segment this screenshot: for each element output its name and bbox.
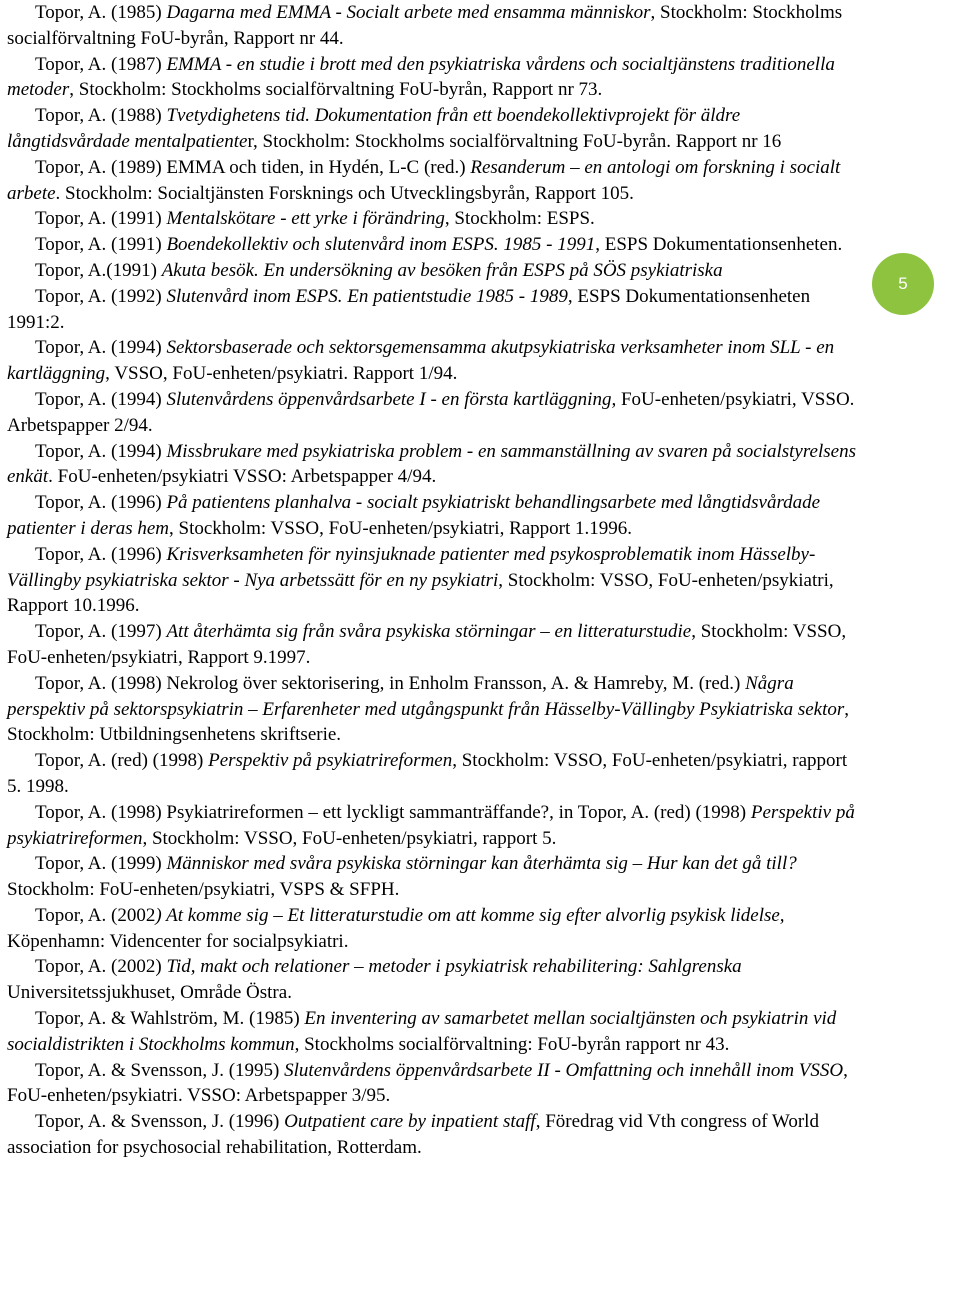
reference-entry <box>7 52 865 104</box>
reference-title: Slutenvårdens öppenvårdsarbete II - Omfattning och innehåll inom VSSO <box>284 1059 844 1081</box>
reference-entry <box>7 1006 865 1058</box>
reference-entry <box>7 1058 865 1110</box>
reference-text: , Stockholm: VSSO, FoU-enheten/psykiatri, Rapport 1.1996. <box>169 517 633 539</box>
reference-title: Boendekollektiv och slutenvård inom ESPS. 1985 - 1991 <box>166 234 596 256</box>
reference-entry <box>7 335 865 387</box>
reference-title: Några perspektiv på sektorspsykiatrin – Erfarenheter med utgångspunkt från Hässelby-Vällingby Psykiatriska sektor <box>7 672 845 720</box>
reference-text: Topor, A. & Svensson, J. (1995) <box>35 1059 285 1081</box>
reference-title: Sektorsbaserade och sektorsgemensamma akutpsykiatriska verksamheter inom SLL - en kartläggning <box>7 337 835 385</box>
reference-text: , FoU-enheten/psykiatri. VSSO: Arbetspapper 3/95. <box>7 1059 848 1107</box>
reference-entry <box>7 284 865 336</box>
reference-text: , Stockholm: ESPS. <box>444 208 595 230</box>
reference-text: Topor, A. (1991) <box>35 234 167 256</box>
reference-title: Krisverksamheten för nyinsjuknade patienter med psykosproblematik inom Hässelby-Vällingby psykiatriska sektor - Nya arbetssätt för en ny psykiatri <box>7 543 816 591</box>
reference-title: Människor med svåra psykiska störningar kan återhämta sig – Hur kan det gå till? <box>166 853 797 875</box>
reference-text: , Stockholm: VSSO, FoU-enheten/psykiatri, Rapport 10.1996. <box>7 569 834 617</box>
reference-text: Topor, A. (1988) <box>35 105 167 127</box>
reference-text: Stockholm: FoU-enheten/psykiatri, VSPS & SFPH. <box>7 879 400 901</box>
reference-text: Topor, A. (red) (1998) <box>35 750 209 772</box>
reference-entry <box>7 1109 865 1161</box>
reference-text: Topor, A.(1991) <box>35 259 162 281</box>
reference-text: . FoU-enheten/psykiatri VSSO: Arbetspapper 4/94. <box>48 466 437 488</box>
reference-title: Mentalskötare - ett yrke i förändring <box>166 208 445 230</box>
reference-entry <box>7 258 865 284</box>
reference-entry <box>7 103 865 155</box>
reference-entry <box>7 748 865 800</box>
reference-text: , Stockholm: Utbildningsenhetens skriftserie. <box>7 698 850 746</box>
reference-text: , Stockholm: VSSO, FoU-enheten/psykiatri, Rapport 9.1997. <box>7 621 847 668</box>
reference-title: Tvetydighetens tid. Dokumentation från ett boendekollektivprojekt för äldre långtidsvårdade mentalpatiente <box>7 105 741 152</box>
reference-text: , Stockholm: Stockholms socialförvaltning FoU-byrån, Rapport nr 44. <box>7 2 843 49</box>
reference-text: , Föredrag vid Vth congress of World association for psychosocial rehabilitation, Rotterdam. <box>7 1111 819 1159</box>
reference-entry <box>7 490 865 542</box>
reference-entry <box>7 155 865 207</box>
reference-title: Att återhämta sig från svåra psykiska störningar – en litteraturstudie <box>166 621 692 643</box>
reference-text: Topor, A. & Svensson, J. (1996) <box>35 1111 285 1133</box>
reference-text: Topor, A. (1985) <box>35 2 167 23</box>
reference-text: , ESPS Dokumentationsenheten 1991:2. <box>7 285 811 333</box>
reference-text: , Stockholm: VSSO, FoU-enheten/psykiatri, rapport 5. <box>142 827 557 849</box>
reference-text: Köpenhamn: Videncenter for socialpsykiatri. <box>7 930 349 952</box>
reference-text: Topor, A. (1992) <box>35 285 167 307</box>
reference-entry <box>7 0 865 52</box>
reference-text: r, Stockholm: Stockholms socialförvaltning FoU-byrån. Rapport nr 16 <box>247 130 782 152</box>
reference-text: , Stockholm: Stockholms socialförvaltning FoU-byrån, Rapport nr 73. <box>69 79 603 101</box>
reference-text: Topor, A. (2002 <box>35 904 156 926</box>
reference-title: Slutenvård inom ESPS. En patientstudie 1985 - 1989 <box>166 285 568 307</box>
reference-text: Topor, A. (1999) <box>35 853 167 875</box>
reference-text: FoU-enheten/psykiatri, VSSO. Arbetspapper 2/94. <box>7 388 855 436</box>
reference-text: Topor, A. (1994) <box>35 337 167 359</box>
reference-entry <box>7 903 865 955</box>
reference-entry <box>7 671 865 748</box>
reference-entry <box>7 439 865 491</box>
reference-text: Topor, A. & Wahlström, M. (1985) <box>35 1008 305 1030</box>
reference-entry <box>7 387 865 439</box>
reference-entry <box>7 800 865 852</box>
reference-text: Topor, A. (1996) <box>35 543 167 565</box>
reference-text: Universitetssjukhuset, Område Östra. <box>7 982 292 1004</box>
reference-title: Outpatient care by inpatient staff <box>284 1111 536 1133</box>
reference-title: Slutenvårdens öppenvårdsarbete I - en första kartläggning, <box>166 388 617 410</box>
reference-text: Topor, A. (1989) EMMA och tiden, in Hydén, L-C (red.) <box>35 156 471 178</box>
reference-title: Perspektiv på psykiatrireformen <box>7 801 855 849</box>
reference-text: Topor, A. (1998) Psykiatrireformen – ett lyckligt sammanträffande?, in Topor, A. (red) (1998) <box>35 801 751 823</box>
reference-text: , ESPS Dokumentationsenheten. <box>595 234 843 256</box>
reference-entry <box>7 954 865 1006</box>
reference-text: Topor, A. (1998) Nekrolog över sektorisering, in Enholm Fransson, A. & Hamreby, M. (red.) <box>35 672 746 694</box>
reference-text: Topor, A. (1996) <box>35 492 167 514</box>
reference-text: , Stockholms socialförvaltning: FoU-byrån rapport nr 43. <box>294 1033 730 1055</box>
reference-title: Missbrukare med psykiatriska problem - en sammanställning av svaren på socialstyrelsens enkät <box>7 440 856 488</box>
reference-text: . Stockholm: Socialtjänsten Forsknings och Utvecklingsbyrån, Rapport 105. <box>55 182 634 204</box>
page-number-badge: 5 <box>872 253 934 315</box>
reference-title: Akuta besök. En undersökning av besöken från ESPS på SÖS psykiatriska <box>161 259 723 281</box>
reference-title: Tid, makt och relationer – metoder i psykiatrisk rehabilitering: Sahlgrenska <box>166 956 742 978</box>
reference-title: Dagarna med EMMA - Socialt arbete med ensamma människor <box>166 2 651 23</box>
reference-text: Topor, A. (1997) <box>35 621 167 643</box>
reference-text: Topor, A. (1991) <box>35 208 167 230</box>
reference-title: Resanderum – en antologi om forskning i socialt arbete <box>7 156 841 204</box>
reference-entry <box>7 619 865 671</box>
reference-entry <box>7 542 865 619</box>
reference-title: ) At komme sig – Et litteraturstudie om att komme sig efter alvorlig psykisk lidelse, <box>155 904 785 926</box>
reference-list <box>7 0 865 1161</box>
reference-entry <box>7 206 865 232</box>
reference-text: , VSSO, FoU-enheten/psykiatri. Rapport 1/94. <box>105 363 458 385</box>
reference-entry <box>7 851 865 903</box>
reference-text: Topor, A. (2002) <box>35 956 167 978</box>
reference-entry <box>7 232 865 258</box>
reference-text: Topor, A. (1994) <box>35 388 167 410</box>
reference-title: Perspektiv på psykiatrireformen <box>208 750 453 772</box>
reference-text: Topor, A. (1994) <box>35 440 167 462</box>
reference-text: Topor, A. (1987) <box>35 53 167 75</box>
reference-text: , Stockholm: VSSO, FoU-enheten/psykiatri, rapport 5. 1998. <box>7 750 848 797</box>
reference-title: På patientens planhalva - socialt psykiatriskt behandlingsarbete med långtidsvårdade patienter i deras hem <box>7 492 821 539</box>
reference-title: EMMA - en studie i brott med den psykiatriska vårdens och socialtjänstens traditionella metoder <box>7 53 835 101</box>
reference-title: En inventering av samarbetet mellan socialtjänsten och psykiatrin vid socialdistrikten i Stockholms kommun <box>7 1008 837 1055</box>
